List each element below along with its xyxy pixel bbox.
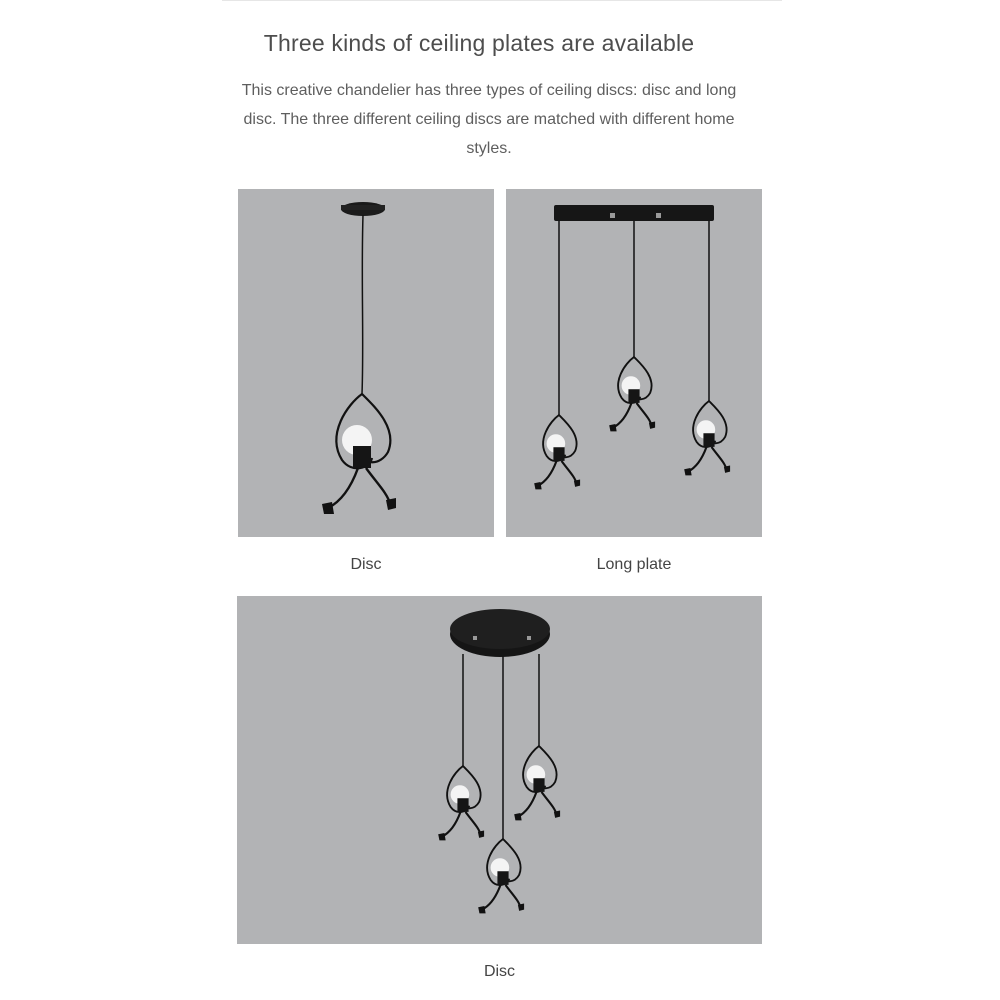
- caption-long-plate: Long plate: [596, 556, 672, 573]
- section-description: This creative chandelier has three types of ceiling discs: disc and long disc. The three different ceiling discs are matched with different home styles.: [241, 82, 737, 157]
- caption-disc: Disc: [350, 556, 382, 573]
- long-plate-chandelier-illustration: [506, 189, 762, 537]
- product-image-long-plate: [506, 189, 762, 537]
- section-heading: Three kinds of ceiling plates are available: [263, 30, 695, 56]
- round-disc-chandelier-illustration: [237, 596, 762, 944]
- pendant-lamp-illustration: [238, 189, 494, 537]
- caption-disc-cluster: Disc: [483, 963, 516, 980]
- top-divider: [222, 0, 782, 1]
- product-image-disc-single: [238, 189, 494, 537]
- product-image-disc-cluster: [237, 596, 762, 944]
